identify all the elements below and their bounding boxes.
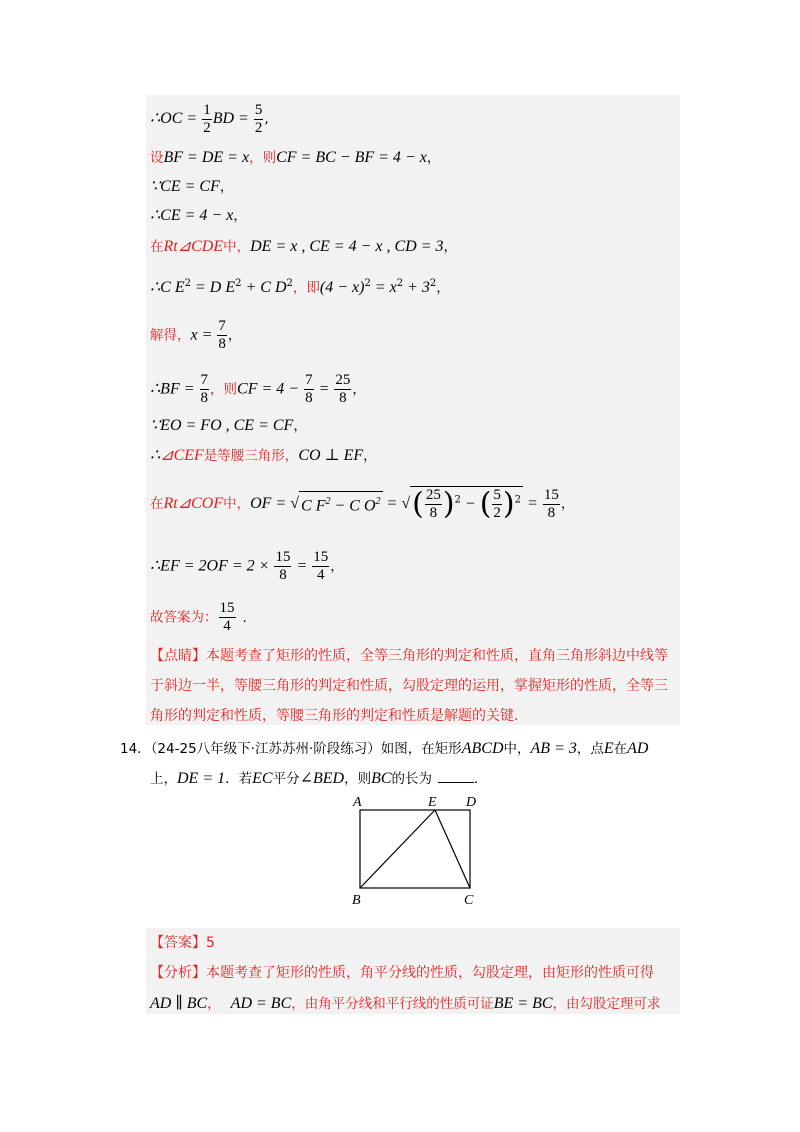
line-isosceles: ∴⊿CEF是等腰三角形，CO ⊥ EF，	[150, 447, 377, 464]
line-let-bf: 设BF = DE = x，则CF = BC − BF = 4 − x，	[150, 149, 441, 166]
sqrt-sign: √	[290, 495, 300, 512]
tip-line-1: 【点睛】本题考查了矩形的性质，全等三角形的判定和性质，直角三角形斜边中线等	[150, 648, 668, 664]
sqrt-body: C $F^2 - C$ $O^2$	[299, 491, 382, 516]
label-d: D	[466, 795, 477, 810]
line-ce-cf: ∵CE = CF，	[150, 178, 234, 195]
analysis-line-1: 【分析】本题考查了矩形的性质，角平分线的性质，勾股定理，由矩形的性质可得	[150, 965, 654, 981]
answer-label: 【答案】5	[150, 935, 215, 951]
line-solve-x: 解得，x = $\frac{7}{8}$ ，	[150, 318, 242, 352]
tip-line-2: 于斜边一半，等腰三角形的判定和性质，勾股定理的运用，掌握矩形的性质，全等三	[150, 678, 668, 694]
line-ef: ∴EF = 2OF = 2 × $\frac{15}{8}$ = $\frac{15}{4}$ ，	[150, 549, 344, 583]
label-e: E	[428, 795, 437, 810]
segment-be	[360, 810, 435, 888]
line-bf-cf: ∴BF = $\frac{7}{8}$ ，则CF = 4 − $\frac{7}{8}$ = $\frac{25}{8}$ ，	[150, 372, 366, 406]
segment-ec	[435, 810, 470, 888]
tip-line-3: 角形的判定和性质，等腰三角形的判定和性质是解题的关键.	[150, 708, 519, 724]
line-pythagoras: ∴C $E^2 = D$ $E^2 + C$ $D^2$，即$(4 - x)^2 = x^2 + 3^2$，	[150, 278, 450, 296]
line-rt-cde: 在Rt⊿CDE中，DE = x , CE = 4 − x , CD = 3，	[150, 238, 458, 255]
fraction: $\frac{25}{8}$	[425, 487, 441, 521]
line-final-answer: 故答案为： $\frac{15}{4}$ .	[150, 600, 247, 634]
answer-blank	[438, 768, 474, 783]
label-a: A	[353, 795, 362, 810]
fraction: $\frac{15}{8}$	[543, 486, 559, 521]
fraction: $\frac{7}{8}$	[200, 372, 209, 406]
fraction: $\frac{25}{8}$	[335, 372, 351, 406]
line-eo-fo: ∵EO = FO , CE = CF，	[150, 417, 307, 434]
sqrt-body-2: ( $\frac{25}{8}$ )$^2$ − ( $\frac{5}{2}$ )$^2$	[412, 486, 522, 522]
fraction: $\frac{7}{8}$	[305, 372, 313, 406]
rectangle-figure	[348, 792, 488, 910]
question-number: 14．	[120, 741, 151, 757]
line-ce-value: ∴CE = 4 − x，	[150, 207, 247, 224]
line-rt-cof: 在Rt⊿COF中，OF = √ C $F^2 - C$ $O^2$ = √( $\frac{25}{8}$ )$^2$ − ( $\frac{5}{2}$ )$^2$ = $\frac{15}{8}$ ，	[150, 486, 575, 522]
fraction: $\frac{15}{4}$	[219, 600, 235, 634]
fraction: $\frac{5}{2}$	[493, 487, 501, 521]
analysis-line-2: AD ∥ BC， AD = BC，由角平分线和平行线的性质可证BE = BC，由勾股定理可求	[150, 995, 661, 1012]
sqrt-sign-2: √	[401, 495, 411, 512]
rectangle-abcd	[360, 810, 470, 888]
fraction: $\frac{1}{2}$	[203, 102, 211, 136]
fraction: $\frac{15}{8}$	[275, 549, 291, 583]
question-line-1: 14．（24-25八年级下·江苏苏州·阶段练习）如图，在矩形ABCD中，AB = 3，点E在AD	[120, 740, 649, 757]
fraction: $\frac{7}{8}$	[218, 318, 226, 352]
question-line-2: 上，DE = 1．若EC平分∠BED，则BC的长为 ．	[150, 770, 488, 787]
label-c: C	[464, 893, 474, 908]
fraction: $\frac{5}{2}$	[254, 102, 263, 136]
fraction: $\frac{15}{4}$	[313, 549, 329, 583]
label-b: B	[352, 893, 361, 908]
line-oc: ∴OC = $\frac{1}{2}$ BD = $\frac{5}{2}$ ,	[150, 102, 269, 136]
